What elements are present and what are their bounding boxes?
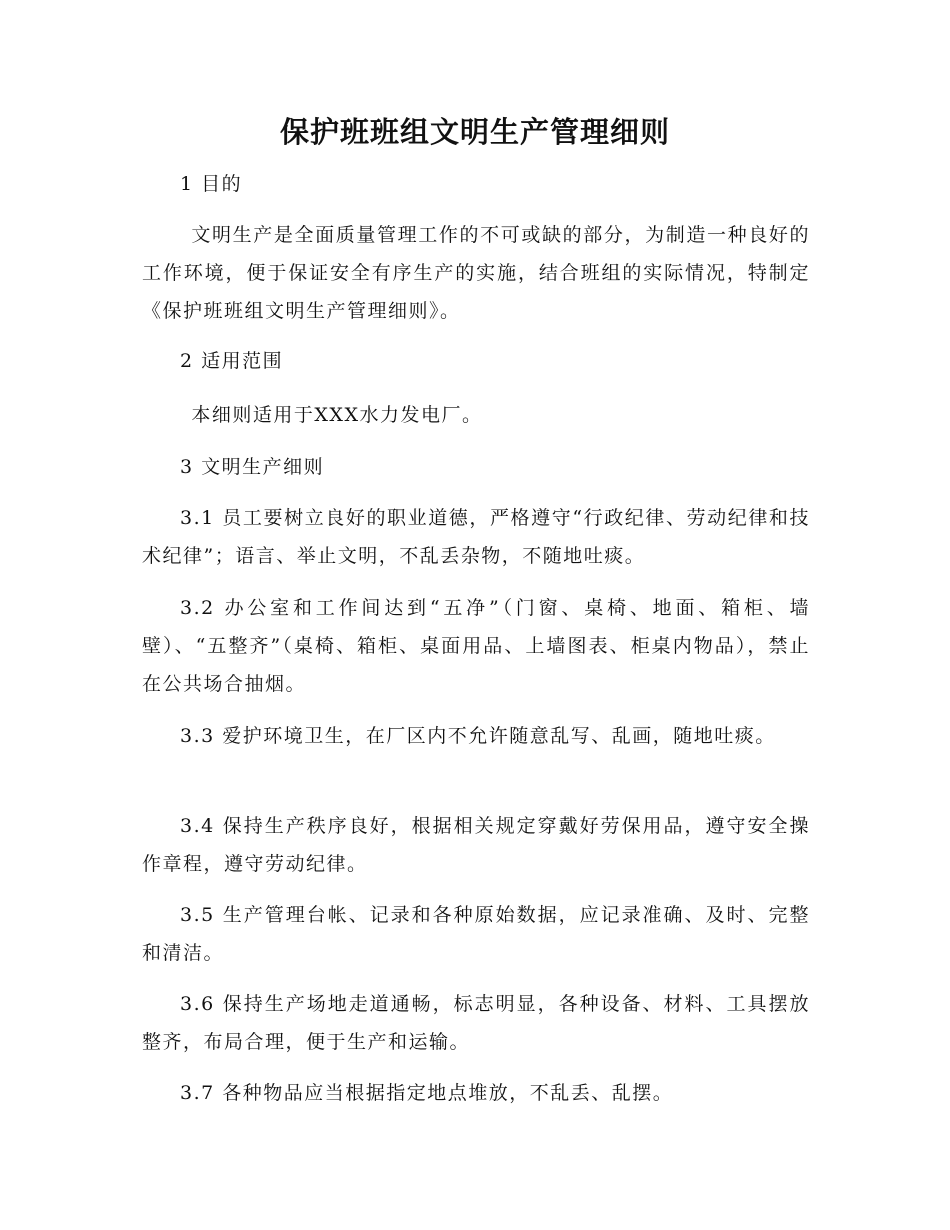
heading-text: 2 适用范围 — [180, 350, 284, 372]
heading-text: 1 目的 — [180, 173, 243, 195]
rule-3-6 — [142, 985, 810, 1061]
paragraph-text: 3.5 生产管理台帐、记录和各种原始数据，应记录准确、及时、完整和清洁。 — [142, 904, 810, 964]
rule-3-1 — [142, 499, 810, 575]
paragraph-text: 3.6 保持生产场地走道通畅，标志明显，各种设备、材料、工具摆放整齐，布局合理，便于生产和运输。 — [142, 993, 810, 1053]
paragraph-text: 3.1 员工要树立良好的职业道德，严格遵守“行政纪律、劳动纪律和技术纪律”；语言、举止文明，不乱丢杂物，不随地吐痰。 — [142, 507, 810, 567]
paragraph-text: 3.3 爱护环境卫生，在厂区内不允许随意乱写、乱画，随地吐痰。 — [180, 725, 776, 747]
rule-3-2 — [142, 589, 810, 703]
paragraph-text: 3.7 各种物品应当根据指定地点堆放，不乱丢、乱摆。 — [180, 1082, 674, 1104]
section-heading-rules — [142, 448, 810, 486]
paragraph-text: 本细则适用于XXX水力发电厂。 — [191, 404, 483, 426]
rule-3-3 — [142, 717, 810, 755]
paragraph-purpose — [142, 216, 810, 330]
rule-3-5 — [142, 896, 810, 972]
paragraph-scope — [142, 396, 810, 434]
paragraph-text: 3.2 办公室和工作间达到“五净”（门窗、桌椅、地面、箱柜、墙壁）、“五整齐”（桌椅、箱柜、桌面用品、上墙图表、柜桌内物品），禁止在公共场合抽烟。 — [142, 597, 810, 695]
document-title: 保护班班组文明生产管理细则 — [279, 115, 670, 149]
heading-text: 3 文明生产细则 — [180, 456, 325, 478]
paragraph-text: 文明生产是全面质量管理工作的不可或缺的部分，为制造一种良好的工作环境，便于保证安全有序生产的实施，结合班组的实际情况，特制定《保护班班组文明生产管理细则》。 — [142, 224, 810, 322]
rule-3-4 — [142, 807, 810, 883]
section-heading-scope — [142, 342, 810, 380]
rule-3-7 — [142, 1074, 810, 1112]
section-heading-purpose — [142, 165, 810, 203]
paragraph-text: 3.4 保持生产秩序良好，根据相关规定穿戴好劳保用品，遵守安全操作章程，遵守劳动纪律。 — [142, 815, 810, 875]
